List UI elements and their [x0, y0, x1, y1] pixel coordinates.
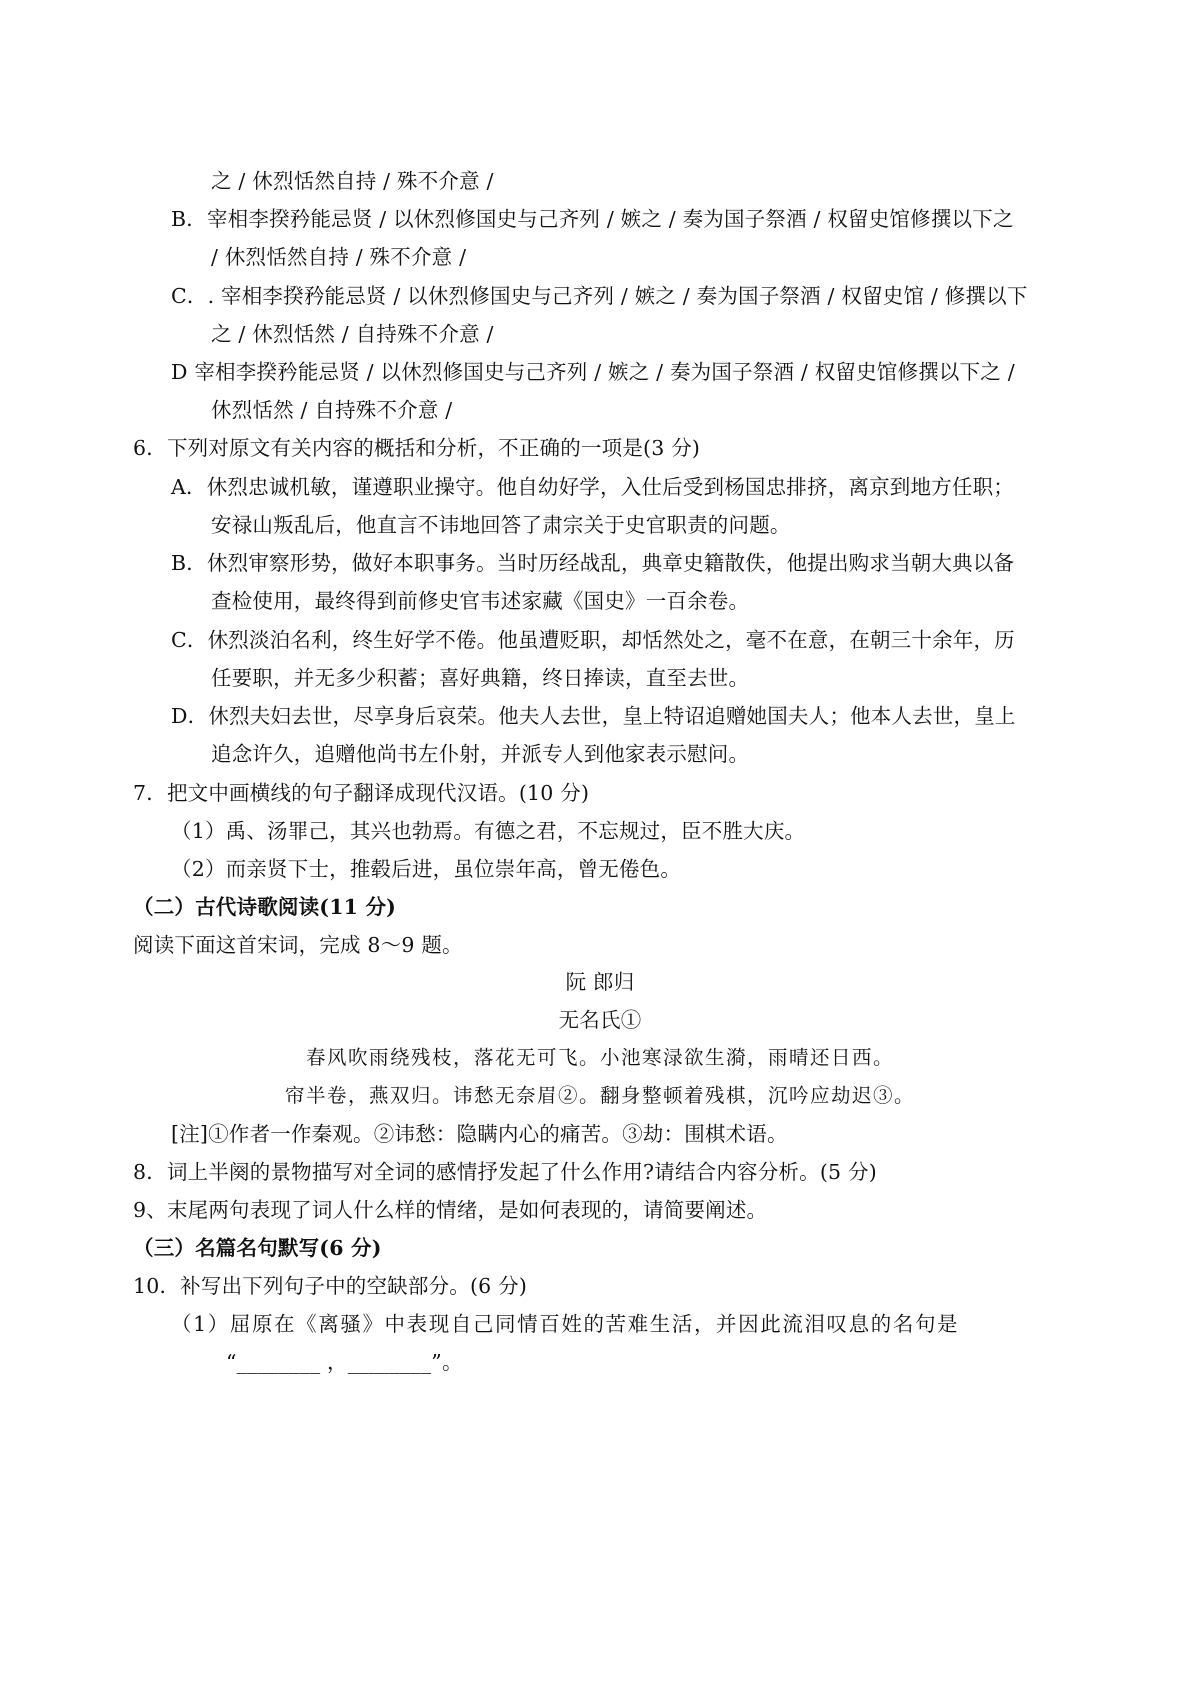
q8-stem: 8．词上半阕的景物描写对全词的感情抒发起了什么作用?请结合内容分析。(5 分): [133, 1160, 877, 1184]
q6-option-b-line2: 查检使用，最终得到前修史官韦述家藏《国史》一百余卷。: [211, 589, 750, 613]
q6-stem: 6．下列对原文有关内容的概括和分析，不正确的一项是(3 分): [133, 436, 701, 460]
q5-option-c-line1: C．. 宰相李揆矜能忌贤 / 以休烈修国史与己齐列 / 嫉之 / 奏为国子祭酒 / 权留史馆 / 修撰以下: [171, 284, 1028, 308]
q5-option-c-line2: 之 / 休烈恬然 / 自持殊不介意 /: [211, 322, 494, 346]
poem-note: [注]①作者一作秦观。②讳愁：隐瞒内心的痛苦。③劫：围棋术语。: [171, 1122, 788, 1146]
section3-heading: （三）名篇名句默写(6 分): [133, 1236, 382, 1260]
q5-option-a-continuation: 之 / 休烈恬然自持 / 殊不介意 /: [211, 169, 494, 193]
q5-option-d-line2: 休烈恬然 / 自持殊不介意 /: [211, 398, 453, 422]
section2-heading: （二）古代诗歌阅读(11 分): [133, 895, 397, 919]
q6-option-a-line1: A．休烈忠诚机敏，谨遵职业操守。他自幼好学，入仕后受到杨国忠排挤，离京到地方任职；: [171, 475, 1015, 499]
q5-option-d-line1: D 宰相李揆矜能忌贤 / 以休烈修国史与己齐列 / 嫉之 / 奏为国子祭酒 / 权留史馆修撰以下之 /: [171, 360, 1015, 384]
q6-option-d-line1: D．休烈夫妇去世，尽享身后哀荣。他夫人去世，皇上特诏追赠她国夫人；他本人去世，皇上: [171, 704, 1016, 728]
q10-item-1: （1）屈原在《离骚》中表现自己同情百姓的苦难生活，并因此流泪叹息的名句是: [171, 1312, 960, 1336]
poem-title: 阮 郎归: [565, 970, 635, 994]
q5-option-b-line1: B．宰相李揆矜能忌贤 / 以休烈修国史与己齐列 / 嫉之 / 奏为国子祭酒 / 权留史馆修撰以下之: [171, 207, 1014, 231]
q9-stem: 9、末尾两句表现了词人什么样的情绪，是如何表现的，请简要阐述。: [133, 1198, 768, 1222]
section2-intro: 阅读下面这首宋词，完成 8～9 题。: [133, 933, 463, 957]
poem-verse-1: 春风吹雨绕残枝，落花无可飞。小池寒渌欲生漪，雨晴还日西。: [305, 1046, 894, 1069]
q7-sentence-1: （1）禹、汤罪己，其兴也勃焉。有德之君，不忘规过，臣不胜大庆。: [171, 819, 806, 843]
q10-stem: 10．补写出下列句子中的空缺部分。(6 分): [133, 1274, 528, 1298]
q6-option-d-line2: 追念许久，追赠他尚书左仆射，并派专人到他家表示慰问。: [211, 742, 750, 766]
q6-option-c-line2: 任要职，并无多少积蓄；喜好典籍，终日捧读，直至去世。: [211, 666, 750, 690]
q6-option-b-line1: B．休烈审察形势，做好本职事务。当时历经战乱，典章史籍散佚，他提出购求当朝大典以备: [171, 551, 1015, 575]
q10-item-1-blanks: “________ ，________”。: [226, 1350, 463, 1374]
q6-option-a-line2: 安禄山叛乱后，他直言不讳地回答了肃宗关于史官职责的问题。: [211, 513, 791, 537]
poem-verse-2: 帘半卷，燕双归。讳愁无奈眉②。翻身整顿着残棋，沉吟应劫迟③。: [284, 1084, 915, 1107]
q7-sentence-2: （2）而亲贤下士，推毂后进，虽位崇年高，曾无倦色。: [171, 857, 682, 881]
q7-stem: 7．把文中画横线的句子翻译成现代汉语。(10 分): [133, 781, 590, 805]
q6-option-c-line1: C．休烈淡泊名利，终生好学不倦。他虽遭贬职，却恬然处之，毫不在意，在朝三十余年，历: [171, 628, 1015, 652]
q5-option-b-line2: / 休烈恬然自持 / 殊不介意 /: [211, 245, 467, 269]
poem-author: 无名氏①: [558, 1008, 642, 1032]
